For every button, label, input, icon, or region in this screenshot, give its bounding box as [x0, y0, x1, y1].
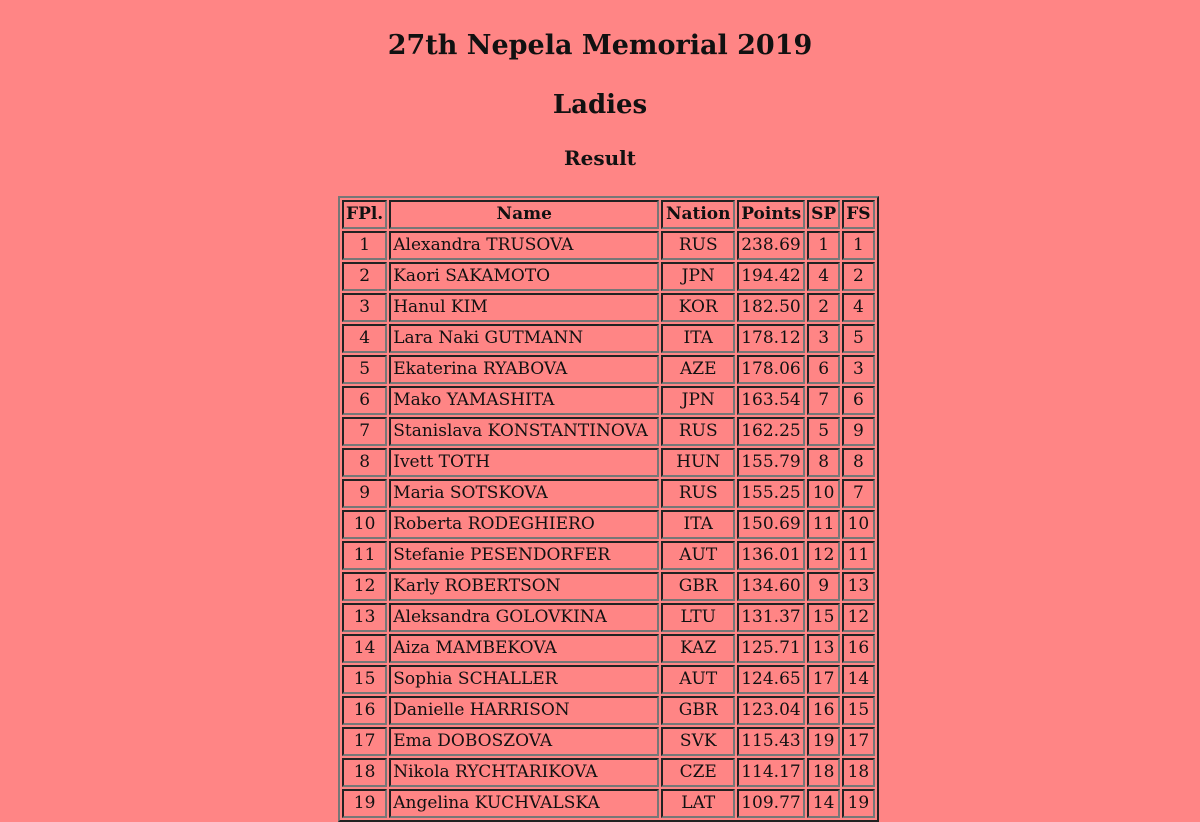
cell-fpl: 5	[342, 355, 387, 384]
cell-nation: RUS	[661, 231, 735, 260]
cell-points: 178.06	[737, 355, 805, 384]
cell-sp: 15	[807, 603, 840, 632]
cell-sp: 1	[807, 231, 840, 260]
cell-nation: RUS	[661, 417, 735, 446]
cell-points: 109.77	[737, 789, 805, 818]
cell-sp: 4	[807, 262, 840, 291]
cell-points: 150.69	[737, 510, 805, 539]
cell-fs: 10	[842, 510, 874, 539]
cell-fpl: 19	[342, 789, 387, 818]
table-row	[342, 572, 875, 601]
table-row	[342, 355, 875, 384]
cell-fs: 15	[842, 696, 874, 725]
cell-name: Kaori SAKAMOTO	[389, 262, 659, 291]
cell-points: 115.43	[737, 727, 805, 756]
cell-fpl: 18	[342, 758, 387, 787]
cell-sp: 10	[807, 479, 840, 508]
cell-nation: RUS	[661, 479, 735, 508]
col-header-sp: SP	[807, 200, 840, 229]
cell-fpl: 4	[342, 324, 387, 353]
cell-fs: 13	[842, 572, 874, 601]
cell-fs: 7	[842, 479, 874, 508]
cell-points: 238.69	[737, 231, 805, 260]
cell-name: Danielle HARRISON	[389, 696, 659, 725]
cell-sp: 14	[807, 789, 840, 818]
cell-fpl: 8	[342, 448, 387, 477]
cell-fpl: 16	[342, 696, 387, 725]
results-table	[338, 196, 879, 822]
table-row	[342, 665, 875, 694]
cell-fs: 9	[842, 417, 874, 446]
table-row	[342, 510, 875, 539]
cell-fs: 19	[842, 789, 874, 818]
cell-nation: AZE	[661, 355, 735, 384]
cell-name: Maria SOTSKOVA	[389, 479, 659, 508]
cell-fpl: 3	[342, 293, 387, 322]
table-row	[342, 386, 875, 415]
cell-sp: 9	[807, 572, 840, 601]
table-row	[342, 448, 875, 477]
cell-name: Ekaterina RYABOVA	[389, 355, 659, 384]
cell-points: 194.42	[737, 262, 805, 291]
table-row	[342, 231, 875, 260]
cell-points: 163.54	[737, 386, 805, 415]
cell-sp: 16	[807, 696, 840, 725]
table-row	[342, 324, 875, 353]
cell-fpl: 6	[342, 386, 387, 415]
col-header-name: Name	[389, 200, 659, 229]
table-row	[342, 634, 875, 663]
cell-sp: 6	[807, 355, 840, 384]
cell-nation: JPN	[661, 386, 735, 415]
col-header-fpl: FPl.	[342, 200, 387, 229]
cell-name: Ema DOBOSZOVA	[389, 727, 659, 756]
cell-name: Aleksandra GOLOVKINA	[389, 603, 659, 632]
results-body	[342, 231, 875, 818]
table-row	[342, 758, 875, 787]
cell-fs: 16	[842, 634, 874, 663]
cell-nation: CZE	[661, 758, 735, 787]
cell-fs: 4	[842, 293, 874, 322]
table-row	[342, 293, 875, 322]
cell-fs: 17	[842, 727, 874, 756]
cell-sp: 7	[807, 386, 840, 415]
header-row	[342, 200, 875, 229]
event-title: 27th Nepela Memorial 2019	[387, 30, 813, 61]
cell-fs: 14	[842, 665, 874, 694]
cell-nation: GBR	[661, 572, 735, 601]
cell-nation: LTU	[661, 603, 735, 632]
cell-sp: 3	[807, 324, 840, 353]
cell-fs: 18	[842, 758, 874, 787]
cell-fpl: 15	[342, 665, 387, 694]
cell-name: Roberta RODEGHIERO	[389, 510, 659, 539]
col-header-nation: Nation	[661, 200, 735, 229]
cell-nation: AUT	[661, 665, 735, 694]
cell-fpl: 1	[342, 231, 387, 260]
cell-points: 124.65	[737, 665, 805, 694]
section-title: Result	[564, 146, 636, 170]
cell-points: 178.12	[737, 324, 805, 353]
cell-nation: HUN	[661, 448, 735, 477]
cell-nation: KAZ	[661, 634, 735, 663]
cell-nation: GBR	[661, 696, 735, 725]
cell-fs: 2	[842, 262, 874, 291]
table-row	[342, 789, 875, 818]
cell-nation: ITA	[661, 510, 735, 539]
cell-name: Sophia SCHALLER	[389, 665, 659, 694]
cell-fpl: 7	[342, 417, 387, 446]
cell-nation: ITA	[661, 324, 735, 353]
cell-fs: 1	[842, 231, 874, 260]
cell-nation: LAT	[661, 789, 735, 818]
col-header-fs: FS	[842, 200, 874, 229]
cell-fs: 12	[842, 603, 874, 632]
cell-sp: 2	[807, 293, 840, 322]
cell-nation: AUT	[661, 541, 735, 570]
cell-name: Ivett TOTH	[389, 448, 659, 477]
cell-points: 123.04	[737, 696, 805, 725]
cell-fpl: 14	[342, 634, 387, 663]
cell-name: Stefanie PESENDORFER	[389, 541, 659, 570]
col-header-points: Points	[737, 200, 805, 229]
table-row	[342, 262, 875, 291]
cell-points: 125.71	[737, 634, 805, 663]
cell-nation: KOR	[661, 293, 735, 322]
cell-points: 134.60	[737, 572, 805, 601]
cell-name: Mako YAMASHITA	[389, 386, 659, 415]
cell-sp: 8	[807, 448, 840, 477]
cell-sp: 13	[807, 634, 840, 663]
cell-fs: 5	[842, 324, 874, 353]
category-title: Ladies	[552, 90, 648, 120]
cell-sp: 18	[807, 758, 840, 787]
cell-fpl: 12	[342, 572, 387, 601]
cell-nation: SVK	[661, 727, 735, 756]
cell-sp: 12	[807, 541, 840, 570]
cell-points: 131.37	[737, 603, 805, 632]
cell-name: Karly ROBERTSON	[389, 572, 659, 601]
cell-fpl: 11	[342, 541, 387, 570]
cell-fs: 11	[842, 541, 874, 570]
cell-points: 182.50	[737, 293, 805, 322]
cell-points: 155.25	[737, 479, 805, 508]
table-row	[342, 541, 875, 570]
cell-points: 114.17	[737, 758, 805, 787]
cell-name: Stanislava KONSTANTINOVA	[389, 417, 659, 446]
cell-fs: 3	[842, 355, 874, 384]
cell-fpl: 2	[342, 262, 387, 291]
cell-name: Angelina KUCHVALSKA	[389, 789, 659, 818]
cell-name: Nikola RYCHTARIKOVA	[389, 758, 659, 787]
cell-sp: 19	[807, 727, 840, 756]
table-row	[342, 603, 875, 632]
cell-points: 155.79	[737, 448, 805, 477]
cell-sp: 5	[807, 417, 840, 446]
cell-name: Aiza MAMBEKOVA	[389, 634, 659, 663]
cell-fpl: 13	[342, 603, 387, 632]
cell-fs: 6	[842, 386, 874, 415]
table-row	[342, 417, 875, 446]
cell-points: 136.01	[737, 541, 805, 570]
cell-name: Lara Naki GUTMANN	[389, 324, 659, 353]
cell-sp: 11	[807, 510, 840, 539]
cell-sp: 17	[807, 665, 840, 694]
table-row	[342, 696, 875, 725]
cell-fpl: 9	[342, 479, 387, 508]
cell-nation: JPN	[661, 262, 735, 291]
cell-points: 162.25	[737, 417, 805, 446]
cell-fs: 8	[842, 448, 874, 477]
cell-fpl: 10	[342, 510, 387, 539]
cell-name: Alexandra TRUSOVA	[389, 231, 659, 260]
cell-fpl: 17	[342, 727, 387, 756]
table-row	[342, 479, 875, 508]
table-row	[342, 727, 875, 756]
cell-name: Hanul KIM	[389, 293, 659, 322]
